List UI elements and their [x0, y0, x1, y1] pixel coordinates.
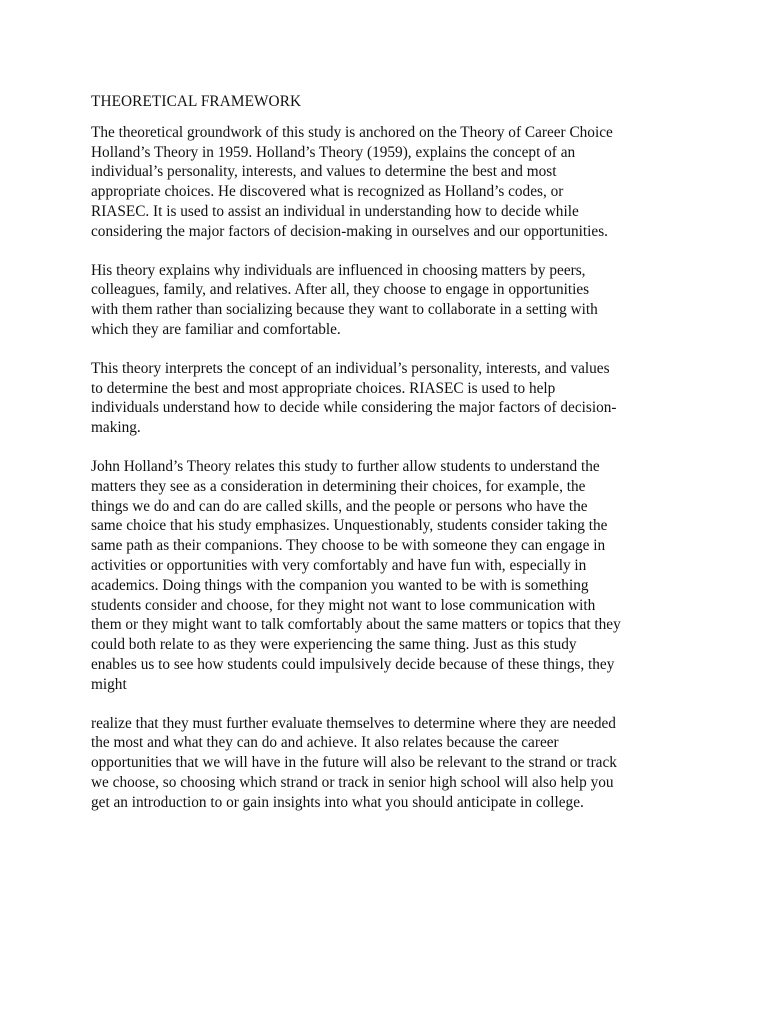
paragraph-line: individual’s personality, interests, and values to determine the best and most	[91, 163, 557, 181]
paragraph-line: which they are familiar and comfortable.	[91, 320, 341, 338]
paragraph-line: Holland’s Theory in 1959. Holland’s Theory (1959), explains the concept of an	[91, 143, 576, 161]
paragraph-line: the most and what they can do and achieve. It also relates because the career	[91, 734, 559, 752]
paragraph-line: same path as their companions. They choose to be with someone they can engage in	[91, 537, 606, 555]
document-heading: THEORETICAL FRAMEWORK	[91, 93, 302, 110]
paragraph-line: we choose, so choosing which strand or track in senior high school will also help you	[91, 773, 614, 791]
paragraph-line: could both relate to as they were experiencing the same thing. Just as this study	[91, 636, 577, 654]
paragraph-line: enables us to see how students could impulsively decide because of these things, they	[91, 655, 615, 673]
paragraph-line: might	[91, 675, 127, 693]
paragraph-line: John Holland’s Theory relates this study to further allow students to understand the	[91, 457, 600, 475]
paragraph-line: individuals understand how to decide while considering the major factors of decision-	[91, 399, 617, 417]
paragraph	[91, 359, 681, 438]
paragraph	[91, 261, 681, 340]
paragraph-line: appropriate choices. He discovered what is recognized as Holland’s codes, or	[91, 183, 564, 201]
paragraph-line: academics. Doing things with the companion you wanted to be with is something	[91, 576, 589, 594]
paragraph-line: opportunities that we will have in the future will also be relevant to the strand or track	[91, 754, 617, 772]
paragraph-line: matters they see as a consideration in determining their choices, for example, the	[91, 477, 586, 495]
document-body	[91, 92, 681, 832]
paragraph	[91, 123, 681, 242]
paragraph-line: same choice that his study emphasizes. Unquestionably, students consider taking the	[91, 517, 608, 535]
paragraph-line: things we do and can do are called skills, and the people or persons who have the	[91, 497, 588, 515]
paragraph-line: making.	[91, 419, 141, 437]
paragraph-line: to determine the best and most appropriate choices. RIASEC is used to help	[91, 379, 556, 397]
paragraph-line: RIASEC. It is used to assist an individual in understanding how to decide while	[91, 202, 579, 220]
paragraph-line: get an introduction to or gain insights into what you should anticipate in college.	[91, 793, 584, 811]
paragraph-line: with them rather than socializing because they want to collaborate in a setting with	[91, 301, 598, 319]
paragraph-line: His theory explains why individuals are influenced in choosing matters by peers,	[91, 261, 586, 279]
paragraph-line: considering the major factors of decision-making in ourselves and our opportunities.	[91, 222, 608, 240]
paragraph-line: students consider and choose, for they might not want to lose communication with	[91, 596, 596, 614]
paragraphs-container	[91, 123, 681, 813]
paragraph-line: colleagues, family, and relatives. After all, they choose to engage in opportunities	[91, 281, 590, 299]
paragraph	[91, 457, 681, 695]
paragraph-line: This theory interprets the concept of an individual’s personality, interests, and values	[91, 359, 610, 377]
paragraph-line: them or they might want to talk comfortably about the same matters or topics that they	[91, 616, 621, 634]
paragraph-line: realize that they must further evaluate themselves to determine where they are needed	[91, 714, 616, 732]
paragraph-line: activities or opportunities with very comfortably and have fun with, especially in	[91, 556, 587, 574]
paragraph	[91, 714, 681, 813]
paragraph-line: The theoretical groundwork of this study is anchored on the Theory of Career Choice	[91, 123, 613, 141]
